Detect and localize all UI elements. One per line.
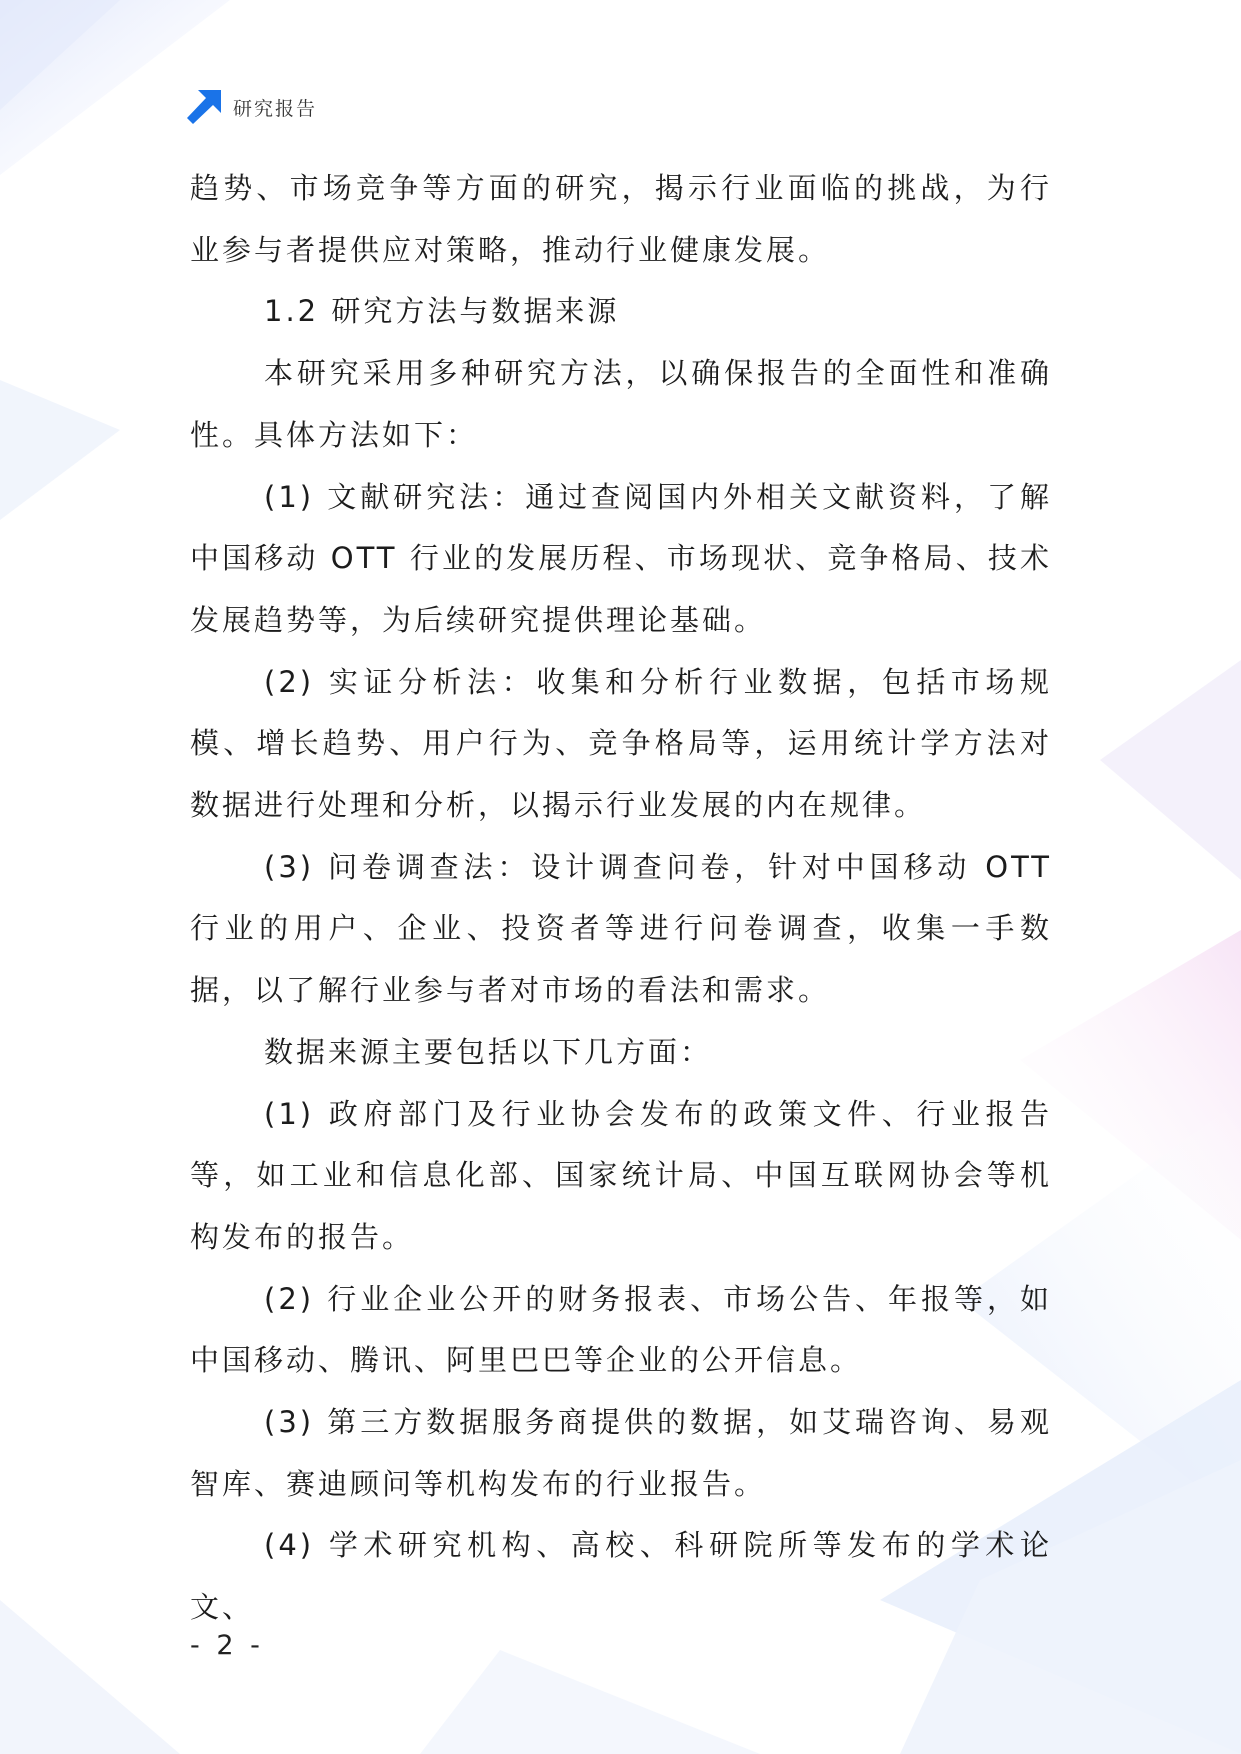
arrow-up-right-icon	[187, 90, 221, 124]
list-item: (3) 问卷调查法：设计调查问卷，针对中国移动 OTT 行业的用户、企业、投资者等进行问卷调查，收集一手数据，以了解行业参与者对市场的看法和需求。	[190, 849, 1052, 1008]
page-header	[187, 90, 317, 124]
paragraph: 本研究采用多种研究方法，以确保报告的全面性和准确性。具体方法如下：	[190, 356, 1052, 452]
paragraph: 趋势、市场竞争等方面的研究，揭示行业面临的挑战，为行业参与者提供应对策略，推动行业健康发展。	[190, 171, 1052, 267]
brand-label: 研究报告	[233, 97, 318, 120]
document-body	[190, 158, 1052, 1639]
list-item: (3) 第三方数据服务商提供的数据，如艾瑞咨询、易观智库、赛迪顾问等机构发布的行业报告。	[190, 1405, 1052, 1501]
list-item: (2) 实证分析法：收集和分析行业数据，包括市场规模、增长趋势、用户行为、竞争格局等，运用统计学方法对数据进行处理和分析，以揭示行业发展的内在规律。	[190, 664, 1052, 823]
list-item: (1) 文献研究法：通过查阅国内外相关文献资料，了解中国移动 OTT 行业的发展历程、市场现状、竞争格局、技术发展趋势等，为后续研究提供理论基础。	[190, 479, 1052, 637]
list-item: (4) 学术研究机构、高校、科研院所等发布的学术论文、	[190, 1528, 1052, 1625]
paragraph: 数据来源主要包括以下几方面：	[264, 1034, 713, 1069]
page-number: - 2 -	[190, 1630, 264, 1661]
list-item: (1) 政府部门及行业协会发布的政策文件、行业报告等，如工业和信息化部、国家统计局、中国互联网协会等机构发布的报告。	[190, 1096, 1052, 1254]
list-item: (2) 行业企业公开的财务报表、市场公告、年报等，如中国移动、腾讯、阿里巴巴等企业的公开信息。	[190, 1281, 1052, 1378]
section-heading: 1.2 研究方法与数据来源	[264, 294, 620, 329]
